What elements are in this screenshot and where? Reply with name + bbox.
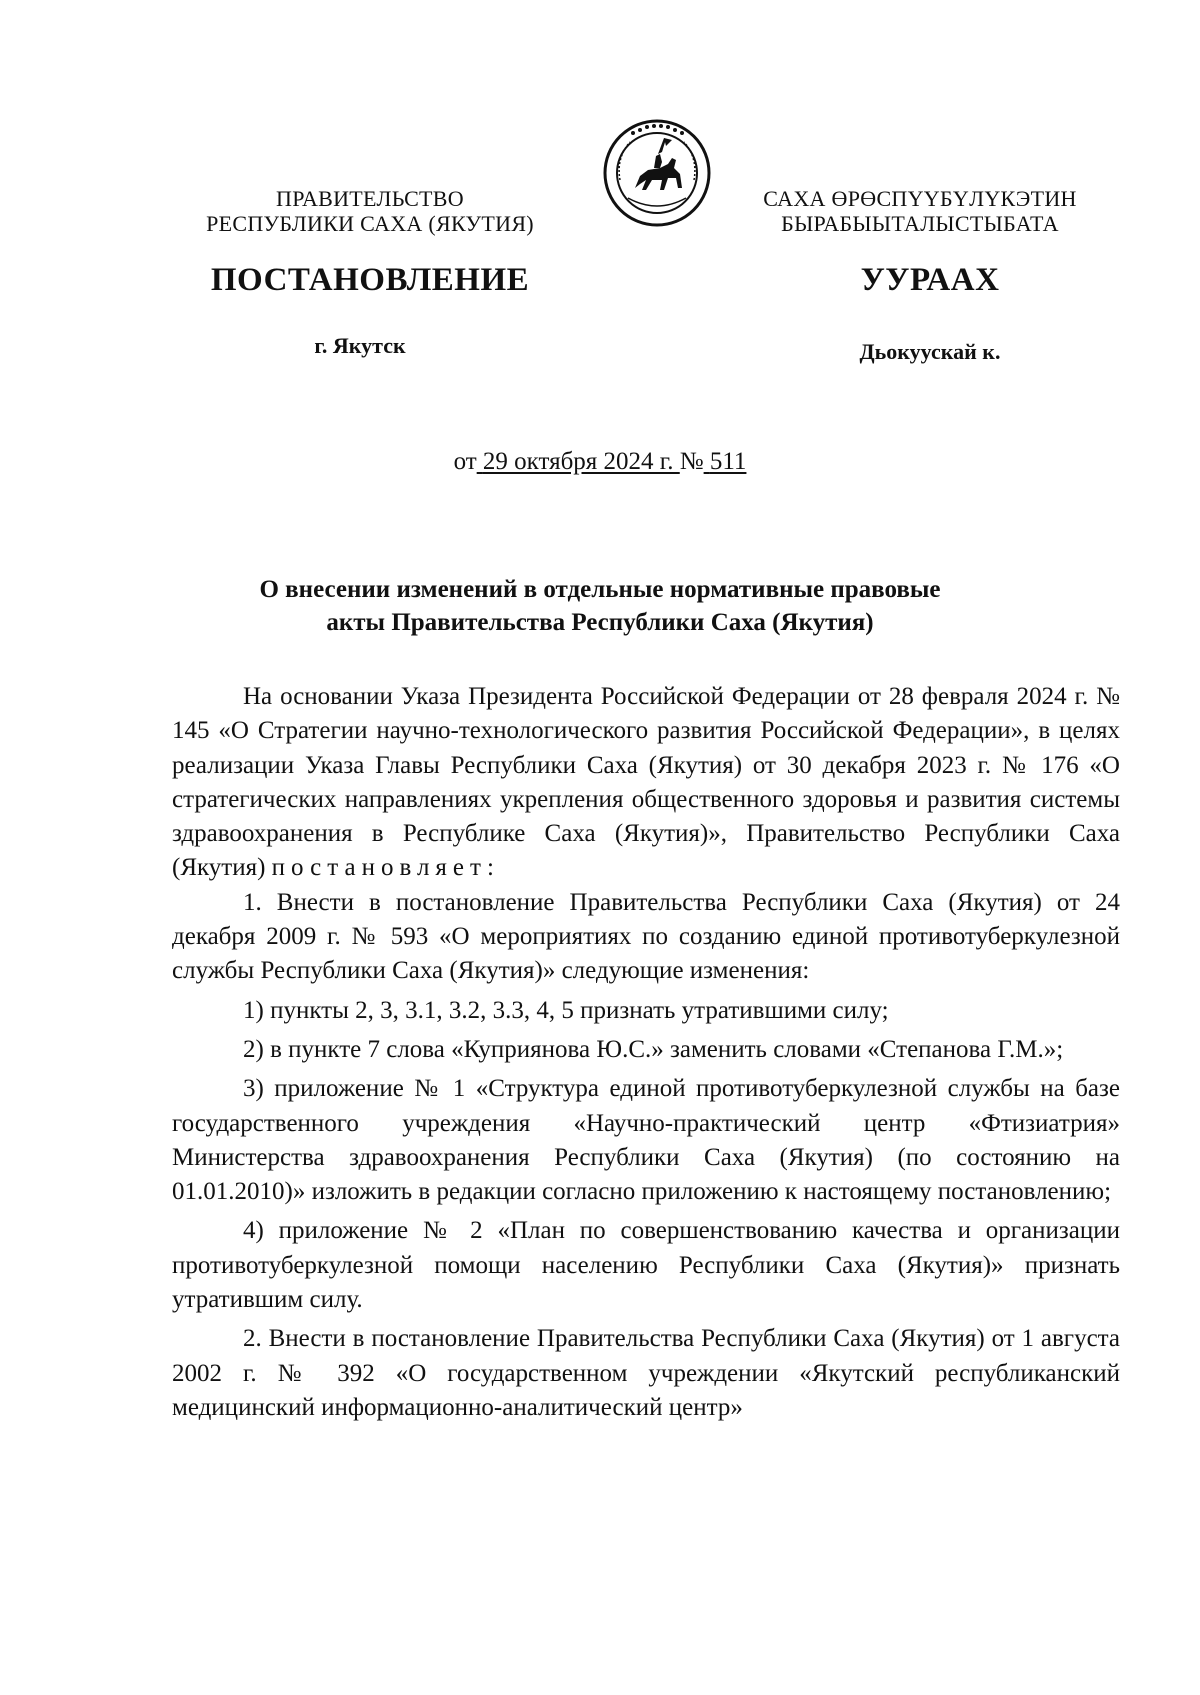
item-1-1-paragraph: 1) пункты 2, 3, 3.1, 3.2, 3.3, 4, 5 признать утратившими силу; — [243, 996, 889, 1024]
number-sign: № — [679, 448, 704, 475]
document-body — [172, 680, 1120, 1425]
item-2-paragraph: 2. Внести в постановление Правительства Республики Саха (Якутия) от 1 августа 2002 г. № 392 «О государственном учреждении «Якутский республиканский медицинский информационно-аналитический центр» — [172, 1325, 1120, 1421]
subject-line2: акты Правительства Республики Саха (Якутия) — [326, 609, 874, 636]
preamble-paragraph: На основании Указа Президента Российской Федерации от 28 февраля 2024 г. № 145 «О Стратегии научно-технологического развития Российской Федерации», в целях реализации Указа Главы Республики Саха (Якутия) от 30 декабря 2023 г. № 176 «О стратегических направлениях укрепления общественного здоровья и развития системы здравоохранения в Республике Саха (Якутия)», Правительство Республики Саха (Якутия) постановляет: — [172, 683, 1120, 882]
coat-of-arms-sakha-icon — [602, 118, 712, 228]
city-sakha: Дьокуускай к. — [859, 339, 1001, 364]
government-name-ru-line2: РЕСПУБЛИКИ САХА (ЯКУТИЯ) — [206, 211, 534, 236]
document-subject — [0, 573, 1200, 639]
decree-date: 29 октября 2024 г. — [482, 448, 674, 475]
header-left-block — [160, 186, 580, 236]
government-name-sakha-line1: САХА ӨРӨСПҮҮБҮЛҮКЭТИН — [763, 186, 1077, 211]
document-type-sakha: УУРААХ — [860, 262, 1000, 298]
item-1-paragraph: 1. Внести в постановление Правительства Республики Саха (Якутия) от 24 декабря 2009 г. № 593 «О мероприятиях по созданию единой противотуберкулезной службы Республики Саха (Якутия)» следующие изменения: — [172, 888, 1120, 985]
date-number-line — [0, 448, 1200, 476]
header-right-block — [720, 186, 1120, 236]
item-1-2-paragraph: 2) в пункте 7 слова «Куприянова Ю.С.» заменить словами «Степанова Г.М.»; — [243, 1035, 1064, 1063]
decree-number: 511 — [709, 448, 747, 475]
government-name-ru-line1: ПРАВИТЕЛЬСТВО — [276, 186, 464, 211]
government-name-sakha-line2: БЫРАБЫЫТАЛЫСТЫБАТА — [781, 211, 1059, 236]
date-prefix: от — [453, 448, 477, 475]
document-type-ru: ПОСТАНОВЛЕНИЕ — [210, 262, 530, 298]
city-ru: г. Якутск — [314, 333, 406, 358]
subject-line1: О внесении изменений в отдельные нормативные правовые — [259, 576, 941, 603]
item-1-3-paragraph: 3) приложение № 1 «Структура единой противотуберкулезной службы на базе государственного учреждения «Научно-практический центр «Фтизиатрия» Министерства здравоохранения Республики Саха (Якутия) (по состоянию на 01.01.2010)» изложить в редакции согласно приложению к настоящему постановлению; — [172, 1075, 1120, 1206]
resolves-word: постановляет: — [271, 854, 500, 882]
item-1-4-paragraph: 4) приложение № 2 «План по совершенствованию качества и организации противотуберкулезной помощи населению Республики Саха (Якутия)» признать утратившим силу. — [172, 1217, 1120, 1314]
